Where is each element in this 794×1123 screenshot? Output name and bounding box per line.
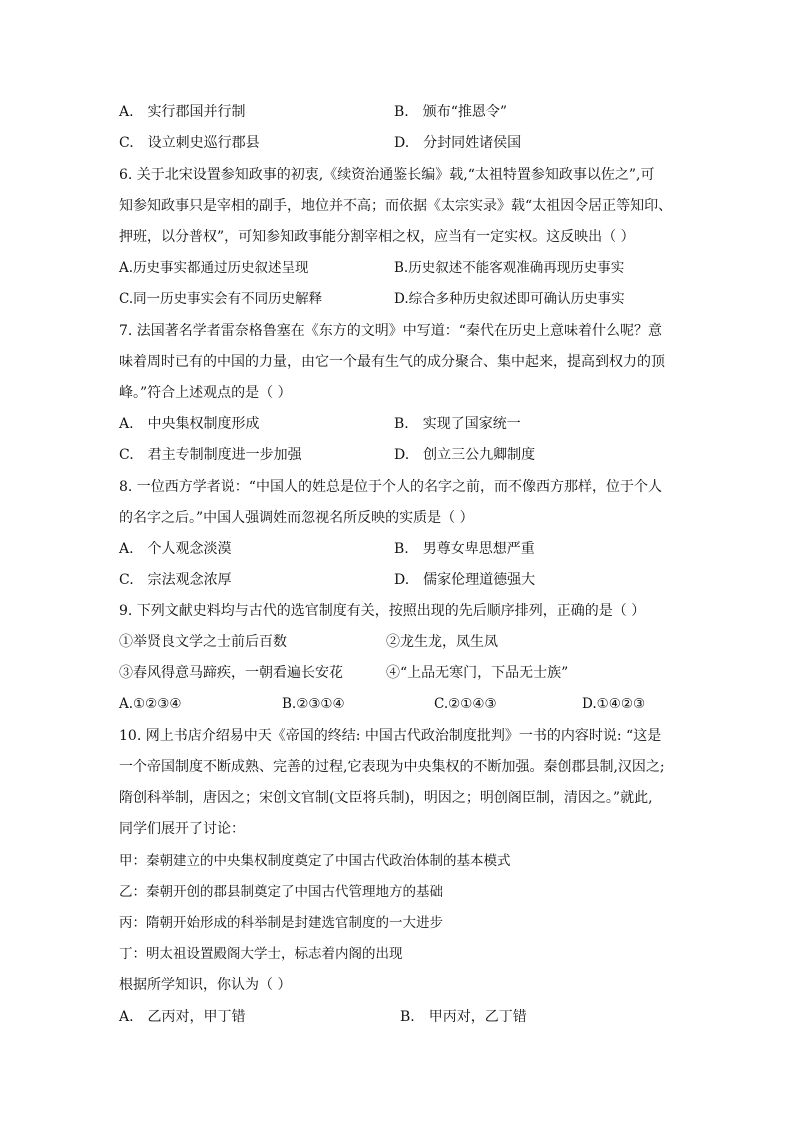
q9-item-3: ③春风得意马蹄疾，一朝看遍长安花 bbox=[119, 665, 343, 681]
q10-statement-jia: 甲：秦朝建立的中央集权制度奠定了中国古代政治体制的基本模式 bbox=[119, 853, 511, 869]
q6-option-c: C.同一历史事实会有不同历史解释 bbox=[119, 291, 323, 307]
q5-option-b: B. 颁布“推恩令” bbox=[394, 104, 508, 120]
q9-option-c: C.②①④③ bbox=[434, 696, 497, 712]
q6-option-b: B.历史叙述不能客观准确再现历史事实 bbox=[394, 260, 625, 276]
q7-option-d: D. 创立三公九卿制度 bbox=[394, 447, 536, 463]
q5-option-d: D. 分封同姓诸侯国 bbox=[394, 135, 522, 151]
q9-option-b: B.②③①④ bbox=[282, 696, 345, 712]
q9-item-1: ①举贤良文学之士前后百数 bbox=[119, 634, 287, 650]
q10-text-line: 10. 网上书店介绍易中天《帝国的终结: 中国古代政治制度批判》一书的内容时说: “这是 bbox=[119, 728, 662, 744]
q10-text-line: 隋创科举制，唐因之；宋创文官制(文臣将兵制)，明因之；明创阁臣制，清因之。”就此, bbox=[119, 790, 653, 806]
q6-option-a: A.历史事实都通过历史叙述呈现 bbox=[119, 260, 309, 276]
q8-text-line: 8. 一位西方学者说：“中国人的姓总是位于个人的名字之前，而不像西方那样，位于个人 bbox=[119, 479, 662, 495]
q7-text-line: 味着周时已有的中国的力量，由它一个最有生气的成分聚合、集中起来，提高到权力的顶 bbox=[119, 354, 665, 370]
q9-item-2: ②龙生龙，凤生凤 bbox=[386, 634, 498, 650]
q7-option-a: A. 中央集权制度形成 bbox=[119, 416, 260, 432]
q6-text-line: 6. 关于北宋设置参知政事的初衷,《续资治通鉴长编》载,“太祖特置参知政事以佐之”,可 bbox=[119, 167, 655, 183]
q7-option-b: B. 实现了国家统一 bbox=[394, 416, 521, 432]
q8-option-a: A. 个人观念淡漠 bbox=[119, 541, 232, 557]
q10-statement-ding: 丁：明太祖设置殿阁大学士，标志着内阁的出现 bbox=[119, 946, 403, 962]
q7-option-c: C. 君主专制制度进一步加强 bbox=[119, 447, 302, 463]
q9-text-line: 9. 下列文献史料均与古代的选官制度有关，按照出现的先后顺序排列，正确的是（ ） bbox=[119, 603, 646, 619]
q9-option-a: A.①②③④ bbox=[119, 696, 182, 712]
q10-text-line: 一个帝国制度不断成熟、完善的过程,它表现为中央集权的不断加强。秦创郡县制,汉因之; bbox=[119, 759, 665, 775]
q5-option-a: A. 实行郡国并行制 bbox=[119, 104, 246, 120]
q10-statement-yi: 乙：秦朝开创的郡县制奠定了中国古代管理地方的基础 bbox=[119, 884, 443, 900]
q10-text-line: 同学们展开了讨论： bbox=[119, 821, 245, 837]
q9-item-4: ④“上品无寒门，下品无士族” bbox=[386, 665, 569, 681]
q8-option-b: B. 男尊女卑思想严重 bbox=[394, 541, 535, 557]
q8-text-line: 的名字之后。”中国人强调姓而忽视名所反映的实质是（ ） bbox=[119, 510, 474, 526]
q7-text-line: 7. 法国著名学者雷奈格鲁塞在《东方的文明》中写道：“秦代在历史上意味着什么呢？意 bbox=[119, 323, 662, 339]
q5-option-c: C. 设立刺史巡行郡县 bbox=[119, 135, 260, 151]
q7-text-line: 峰。”符合上述观点的是（ ） bbox=[119, 385, 292, 401]
q10-statement-bing: 丙：隋朝开始形成的科举制是封建选官制度的一大进步 bbox=[119, 915, 443, 931]
q6-option-d: D.综合多种历史叙述即可确认历史事实 bbox=[394, 291, 625, 307]
q10-option-b: B. 甲丙对，乙丁错 bbox=[400, 1009, 527, 1025]
q10-option-a: A. 乙丙对，甲丁错 bbox=[119, 1009, 246, 1025]
q6-text-line: 押班，以分普权”，可知参知政事能分割宰相之权，应当有一定实权。这反映出（ ） bbox=[119, 229, 635, 245]
q6-text-line: 知参知政事只是宰相的副手，地位并不高；而依据《太宗实录》载“太祖因令居正等知印、 bbox=[119, 198, 673, 214]
q10-prompt: 根据所学知识，你认为（ ） bbox=[119, 977, 292, 993]
q8-option-c: C. 宗法观念浓厚 bbox=[119, 572, 232, 588]
q8-option-d: D. 儒家伦理道德强大 bbox=[394, 572, 536, 588]
q9-option-d: D.①④②③ bbox=[582, 696, 646, 712]
